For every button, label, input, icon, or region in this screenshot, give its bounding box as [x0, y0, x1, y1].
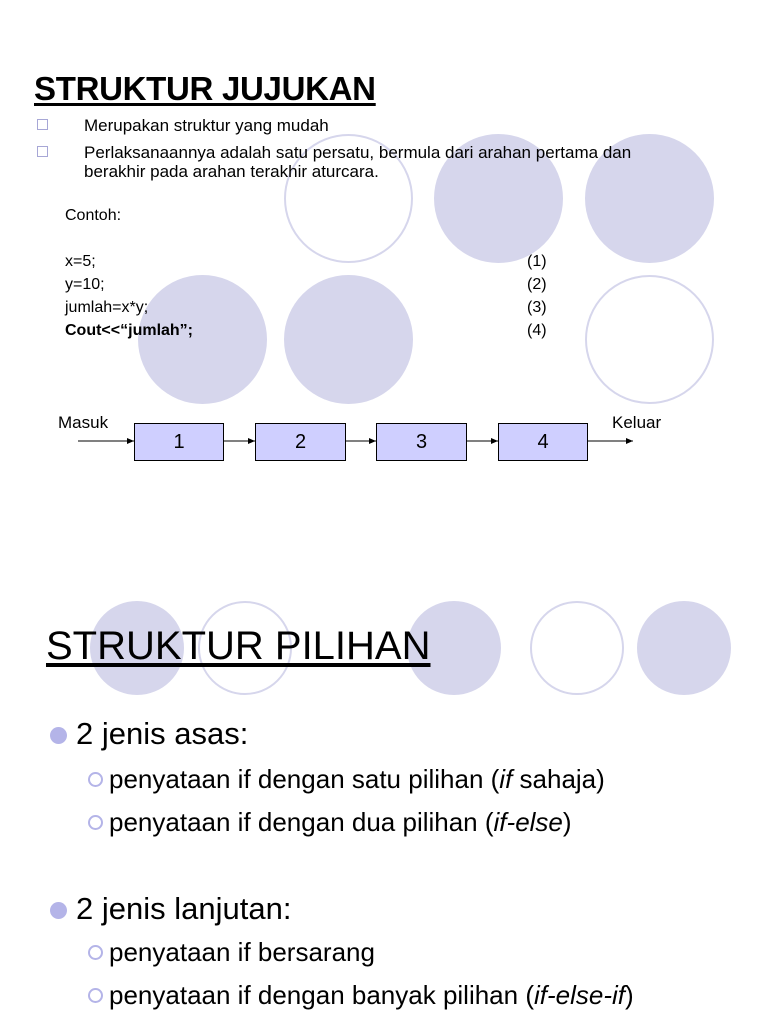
item-text: penyataan if dengan satu pilihan ( [109, 764, 500, 794]
code-line: jumlah=x*y; [65, 299, 149, 316]
basic-types-label: 2 jenis asas: [76, 716, 249, 751]
line-number: (1) [527, 253, 547, 270]
list-item [109, 807, 572, 838]
decor-circle [637, 601, 731, 695]
flow-input-label: Masuk [58, 413, 109, 432]
ring-bullet-icon [88, 945, 103, 960]
flow-step-box: 2 [255, 423, 346, 461]
code-line: y=10; [65, 276, 105, 293]
square-bullet-icon [37, 146, 48, 157]
slide2-title: STRUKTUR PILIHAN [46, 624, 431, 668]
line-number: (2) [527, 276, 547, 293]
code-line: Cout<<“jumlah”; [65, 322, 194, 339]
line-number: (3) [527, 299, 547, 316]
square-bullet-icon [37, 119, 48, 130]
flow-step-box: 4 [498, 423, 588, 461]
round-bullet-icon [50, 727, 67, 744]
flow-step-box: 1 [134, 423, 224, 461]
list-item [109, 980, 634, 1011]
ring-bullet-icon [88, 772, 103, 787]
item-text: penyataan if dengan dua pilihan ( [109, 807, 494, 837]
item-emphasis: if [499, 764, 513, 794]
item-text-end: ) [562, 807, 572, 837]
ring-bullet-icon [88, 988, 103, 1003]
decor-circle [585, 275, 714, 404]
item-text: penyataan if bersarang [109, 937, 375, 967]
bullet-text-continued: berakhir pada arahan terakhir aturcara. [84, 162, 379, 181]
decor-circle [284, 275, 413, 404]
example-label: Contoh: [65, 207, 122, 224]
item-emphasis: if-else [493, 807, 563, 837]
item-text-end: sahaja) [512, 764, 605, 794]
ring-bullet-icon [88, 815, 103, 830]
list-item [109, 764, 605, 795]
slide1-title: STRUKTUR JUJUKAN [34, 70, 376, 107]
decor-circle [530, 601, 624, 695]
item-text: penyataan if dengan banyak pilihan ( [109, 980, 534, 1010]
bullet-text: Perlaksanaannya adalah satu persatu, bermula dari arahan pertama dan [84, 143, 632, 162]
item-text-end: ) [625, 980, 634, 1010]
list-item [109, 937, 375, 968]
flow-step-box: 3 [376, 423, 467, 461]
round-bullet-icon [50, 902, 67, 919]
line-number: (4) [527, 322, 547, 339]
item-emphasis: if-else-if [534, 980, 626, 1010]
code-line: x=5; [65, 253, 96, 270]
advanced-types-label: 2 jenis lanjutan: [76, 891, 292, 926]
bullet-text: Merupakan struktur yang mudah [84, 116, 329, 135]
flow-output-label: Keluar [612, 413, 662, 432]
